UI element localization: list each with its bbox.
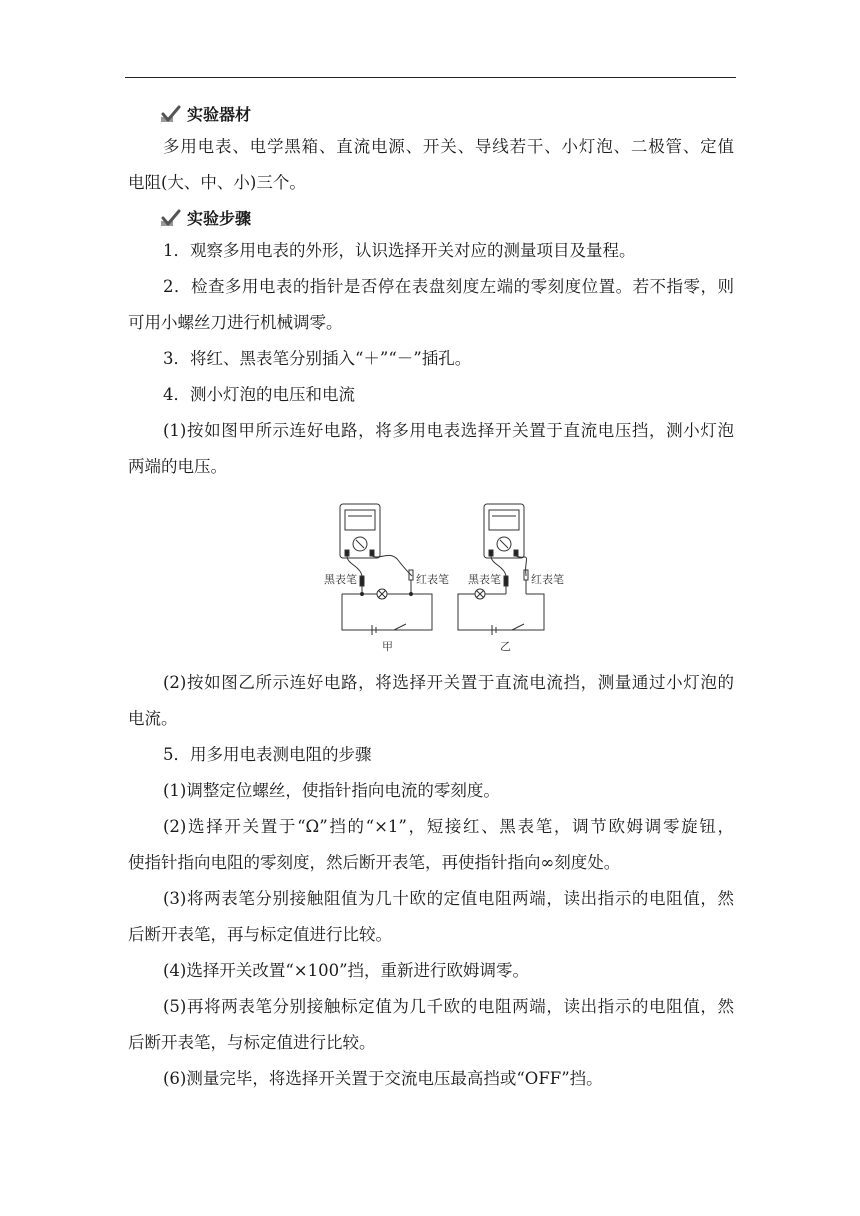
circuit-diagram-left xyxy=(340,504,432,635)
step-5: 5．用多用电表测电阻的步骤 xyxy=(163,745,372,764)
step-5-4: (4)选择开关改置“×100”挡，重新进行欧姆调零。 xyxy=(163,961,530,980)
caption-right: 乙 xyxy=(500,640,511,653)
check-icon xyxy=(160,105,181,123)
label-red-probe-left: 红表笔 xyxy=(416,573,449,586)
step-4-1-line-1: (1)按如图甲所示连好电路，将多用电表选择开关置于直流电压挡，测小灯泡 xyxy=(163,421,734,440)
section-title: 实验步骤 xyxy=(187,209,252,228)
label-black-probe-left: 黑表笔 xyxy=(324,573,357,586)
step-4-2-line-1: (2)按如图乙所示连好电路，将选择开关置于直流电流挡，测量通过小灯泡的 xyxy=(163,673,734,692)
label-red-probe-right: 红表笔 xyxy=(531,573,564,586)
jack-left-2 xyxy=(370,550,374,556)
step-4-1-line-2: 两端的电压。 xyxy=(128,457,227,476)
step-5-2-line-2: 使指针指向电阻的零刻度，然后断开表笔，再使指针指向∞刻度处。 xyxy=(128,853,621,872)
step-4-2-line-2: 电流。 xyxy=(128,709,178,728)
black-probe-right xyxy=(504,576,508,586)
equipment-text-1: 多用电表、电学黑箱、直流电源、开关、导线若干、小灯泡、二极管、定值 xyxy=(163,137,734,156)
step-1: 1．观察多用电表的外形，认识选择开关对应的测量项目及量程。 xyxy=(163,241,636,260)
step-5-2-line-1: (2)选择开关置于“Ω”挡的“×1”，短接红、黑表笔，调节欧姆调零旋钮， xyxy=(163,817,734,836)
jack-right-1 xyxy=(489,550,493,556)
caption-left: 甲 xyxy=(382,640,393,653)
step-5-5-line-1: (5)再将两表笔分别接触标定值为几千欧的电阻两端，读出指示的电阻值，然 xyxy=(163,997,734,1016)
step-4: 4．测小灯泡的电压和电流 xyxy=(163,385,355,404)
step-2-line-1: 2．检查多用电表的指针是否停在表盘刻度左端的零刻度位置。若不指零，则 xyxy=(163,277,734,296)
step-5-3-line-2: 后断开表笔，再与标定值进行比较。 xyxy=(128,925,392,944)
check-icon xyxy=(160,209,181,227)
black-probe-left xyxy=(360,576,364,586)
step-5-5-line-2: 后断开表笔，与标定值进行比较。 xyxy=(128,1033,376,1052)
section-title: 实验器材 xyxy=(187,105,252,124)
meter-dial-left xyxy=(345,510,375,530)
step-5-1: (1)调整定位螺丝，使指针指向电流的零刻度。 xyxy=(163,781,500,800)
circuit-diagram-right xyxy=(458,504,544,635)
step-5-3-line-1: (3)将两表笔分别接触阻值为几十欧的定值电阻两端，读出指示的电阻值，然 xyxy=(163,889,734,908)
step-3: 3．将红、黑表笔分别插入“＋”“－”插孔。 xyxy=(163,349,472,368)
meter-dial-right xyxy=(489,510,519,530)
header-rule xyxy=(125,77,736,78)
section-heading-steps xyxy=(160,206,251,229)
circuit-figure xyxy=(320,502,580,654)
jack-right-2 xyxy=(514,550,518,556)
step-2-line-2: 可用小螺丝刀进行机械调零。 xyxy=(128,313,343,332)
step-5-6: (6)测量完毕，将选择开关置于交流电压最高挡或“OFF”挡。 xyxy=(163,1069,603,1088)
equipment-text-2: 电阻(大、中、小)三个。 xyxy=(128,173,306,192)
section-heading-equipment xyxy=(160,102,251,125)
jack-left-1 xyxy=(345,550,349,556)
label-black-probe-right: 黑表笔 xyxy=(468,573,501,586)
